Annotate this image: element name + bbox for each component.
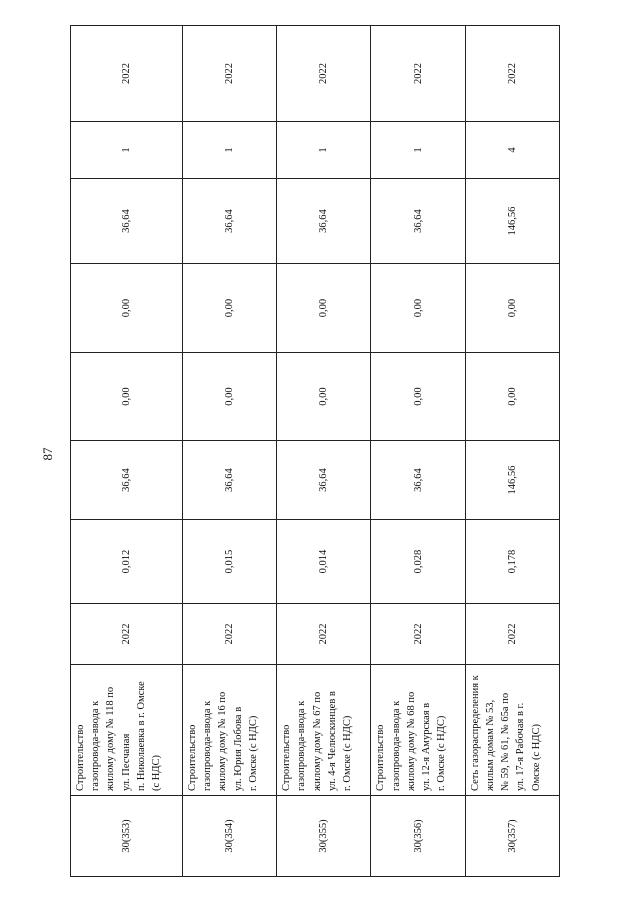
- value-cell: 0,00: [71, 353, 183, 441]
- name-line: газопровода-ввода к: [296, 700, 308, 791]
- year-cell: 2022: [71, 26, 183, 122]
- value-cell: 0,00: [182, 264, 276, 353]
- table-row: [71, 26, 183, 877]
- value-cell: 36,64: [371, 179, 465, 264]
- year-cell: 2022: [71, 604, 183, 665]
- value-cell: 36,64: [277, 179, 371, 264]
- investment-projects-table: [70, 25, 560, 877]
- value-cell: 0,00: [371, 264, 465, 353]
- name-line: Строительство: [281, 724, 293, 791]
- name-line: жилому дому № 16 по: [217, 691, 229, 791]
- project-name: [277, 665, 371, 796]
- name-line: газопровода-ввода к: [90, 700, 102, 791]
- project-name: [182, 665, 276, 796]
- name-line: п. Николаевка в г. Омске: [135, 681, 147, 791]
- row-id: 30(353): [71, 796, 183, 877]
- project-name: [371, 665, 465, 796]
- name-line: ул. 4-я Челюскинцев в: [326, 691, 338, 791]
- year-cell: 2022: [182, 604, 276, 665]
- name-line: ул. Юрия Лобова в: [232, 706, 244, 791]
- length-cell: 0,028: [371, 520, 465, 604]
- name-line: (с НДС): [151, 754, 163, 791]
- table-row: [371, 26, 465, 877]
- name-line: Строительство: [375, 724, 387, 791]
- year-cell: 2022: [182, 26, 276, 122]
- count-cell: 1: [277, 122, 371, 179]
- value-cell: 0,00: [371, 353, 465, 441]
- value-cell: 36,64: [71, 441, 183, 520]
- name-line: г. Омске (с НДС): [342, 715, 354, 791]
- table-row: [182, 26, 276, 877]
- year-cell: 2022: [371, 604, 465, 665]
- value-cell: 0,00: [277, 264, 371, 353]
- length-cell: 0,178: [465, 520, 559, 604]
- value-cell: 146,56: [465, 179, 559, 264]
- year-cell: 2022: [277, 26, 371, 122]
- value-cell: 0,00: [182, 353, 276, 441]
- row-id: 30(356): [371, 796, 465, 877]
- year-cell: 2022: [371, 26, 465, 122]
- project-name: [465, 665, 559, 796]
- row-id: 30(355): [277, 796, 371, 877]
- table-row: [465, 26, 559, 877]
- name-line: Сеть газораспределения к: [469, 675, 481, 791]
- rotated-table-wrapper: [70, 26, 560, 877]
- value-cell: 0,00: [277, 353, 371, 441]
- count-cell: 4: [465, 122, 559, 179]
- value-cell: 146,56: [465, 441, 559, 520]
- value-cell: 36,64: [182, 441, 276, 520]
- name-line: жилым домам № 53,: [484, 699, 496, 791]
- count-cell: 1: [182, 122, 276, 179]
- name-line: Строительство: [186, 724, 198, 791]
- name-line: ул. 17-я Рабочая в г.: [515, 702, 527, 791]
- name-line: ул. 12-я Амурская в: [421, 702, 433, 791]
- name-line: ул. Песчаная: [120, 733, 132, 791]
- year-cell: 2022: [465, 26, 559, 122]
- name-line: г. Омске (с НДС): [247, 715, 259, 791]
- name-line: газопровода-ввода к: [202, 700, 214, 791]
- value-cell: 36,64: [182, 179, 276, 264]
- row-id: 30(357): [465, 796, 559, 877]
- year-cell: 2022: [277, 604, 371, 665]
- year-cell: 2022: [465, 604, 559, 665]
- row-id: 30(354): [182, 796, 276, 877]
- name-line: жилому дому № 67 по: [311, 691, 323, 791]
- value-cell: 0,00: [71, 264, 183, 353]
- value-cell: 36,64: [371, 441, 465, 520]
- project-name: [71, 665, 183, 796]
- table-body: [71, 26, 560, 877]
- length-cell: 0,012: [71, 520, 183, 604]
- name-line: г. Омске (с НДС): [436, 715, 448, 791]
- name-line: Строительство: [75, 724, 86, 791]
- name-line: № 59, № 61, № 65а по: [500, 692, 512, 791]
- length-cell: 0,014: [277, 520, 371, 604]
- table-row: [277, 26, 371, 877]
- page-number: 87: [40, 447, 55, 461]
- value-cell: 36,64: [71, 179, 183, 264]
- value-cell: 0,00: [465, 353, 559, 441]
- name-line: газопровода-ввода к: [390, 700, 402, 791]
- count-cell: 1: [71, 122, 183, 179]
- name-line: Омске (с НДС): [530, 723, 542, 791]
- value-cell: 36,64: [277, 441, 371, 520]
- value-cell: 0,00: [465, 264, 559, 353]
- count-cell: 1: [371, 122, 465, 179]
- name-line: жилому дому № 118 по: [105, 686, 117, 791]
- name-line: жилому дому № 68 по: [405, 691, 417, 791]
- length-cell: 0,015: [182, 520, 276, 604]
